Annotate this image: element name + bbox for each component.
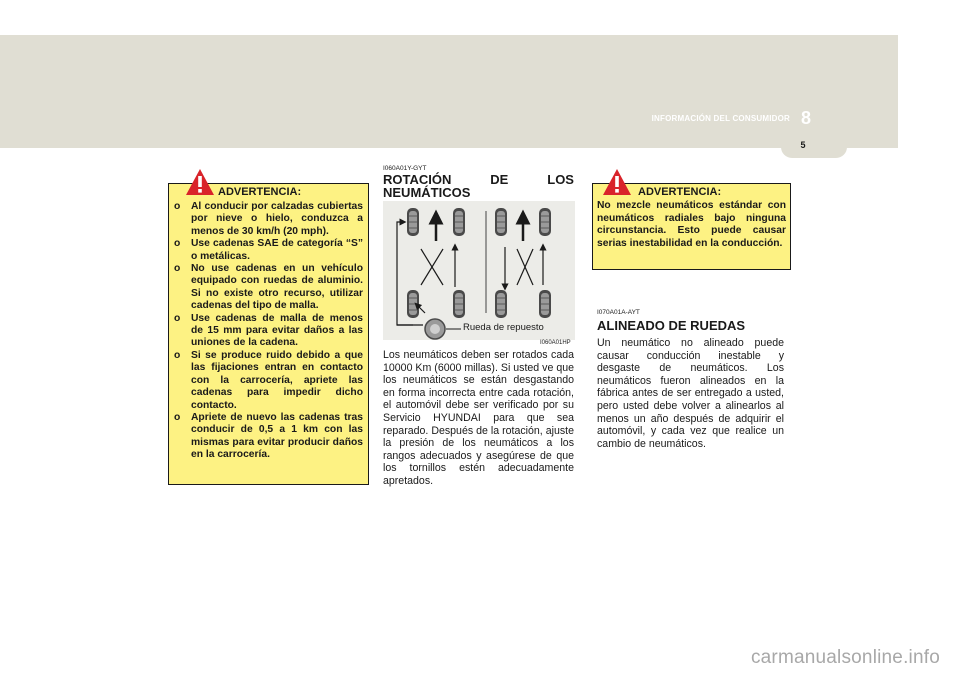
warning-icon — [185, 168, 215, 196]
spare-tire-label: Rueda de repuesto — [463, 322, 544, 333]
rotation-body-text: Los neumáticos deben ser rotados cada 10000 Km (6000 millas). Si usted ve que los neumáticos se están desgastando en forma incorrecta entre cada rotación, el automóvil debe ser verificado por su Servicio HYUNDAI para que sea reparado. Después de la rotación, ajuste la presión de los neumáticos a los rangos adecuados y asegúrese de que los tornillos estén adecuadamente apretados. — [383, 349, 574, 487]
warning-box-chains — [168, 183, 369, 485]
section-title-rotation: ROTACIÓN DE LOS NEUMÁTICOS — [383, 172, 574, 200]
list-item: o Use cadenas de malla de menos de 15 mm para evitar daños a las uniones de la cadena. — [174, 312, 363, 349]
section-code: I060A01Y-GYT — [383, 165, 427, 172]
warning-title: ADVERTENCIA: — [218, 186, 302, 198]
list-item: o Use cadenas SAE de categoría “S” o metálicas. — [174, 238, 363, 262]
warning-title: ADVERTENCIA: — [638, 186, 722, 198]
alignment-body-text: Un neumático no alineado puede causar conducción inestable y desgaste de neumáticos. Los neumáticos fueron alineados en la fábrica antes de ser entregado a usted, pero usted debe volver a alinearlos al menos un año después de adquirir el automóvil, y cada vez que realice un cambio de neumáticos. — [597, 337, 784, 450]
section-code: I070A01A-AYT — [597, 309, 640, 316]
tire-icon — [407, 208, 419, 236]
warning-list — [174, 201, 363, 462]
tire-rotation-diagram — [383, 201, 575, 340]
watermark: carmanualsonline.info — [750, 647, 940, 668]
tire-icon — [495, 208, 507, 236]
warning-box-tires — [592, 183, 791, 270]
list-item: o Apriete de nuevo las cadenas tras conducir de 0,5 a 1 km con las mismas para evitar producir daños en la carrocería. — [174, 411, 363, 461]
warning-text: No mezcle neumáticos estándar con neumáticos radiales bajo ninguna circunstancia. Esto puede causar serias inestabilidad en la conducción. — [597, 200, 786, 249]
tire-rotation-figure — [383, 201, 575, 340]
chapter-number: 8 — [800, 108, 811, 128]
list-item: o Si se produce ruido debido a que las fijaciones entran en contacto con la carrocería, apriete las cadenas para impedir dicho contacto. — [174, 349, 363, 411]
tire-icon — [453, 290, 465, 318]
warning-icon — [602, 168, 632, 196]
chapter-label: INFORMACIÓN DEL CONSUMIDOR — [651, 114, 790, 123]
figure-code: I060A01HP — [540, 340, 571, 346]
section-title-alignment: ALINEADO DE RUEDAS — [597, 318, 746, 333]
tire-icon — [539, 208, 551, 236]
list-item: o Al conducir por calzadas cubiertas por nieve o hielo, conduzca a menos de 30 km/h (20 mph). — [174, 201, 363, 237]
tire-icon — [453, 208, 465, 236]
list-item: o No use cadenas en un vehículo equipado con ruedas de aluminio. Si no existe otro recurso, utilizar cadenas del tipo de malla. — [174, 263, 363, 312]
tire-icon — [539, 290, 551, 318]
header-band — [0, 35, 898, 148]
tire-icon — [407, 290, 419, 318]
page-number: 5 — [800, 140, 806, 150]
tire-icon — [495, 290, 507, 318]
